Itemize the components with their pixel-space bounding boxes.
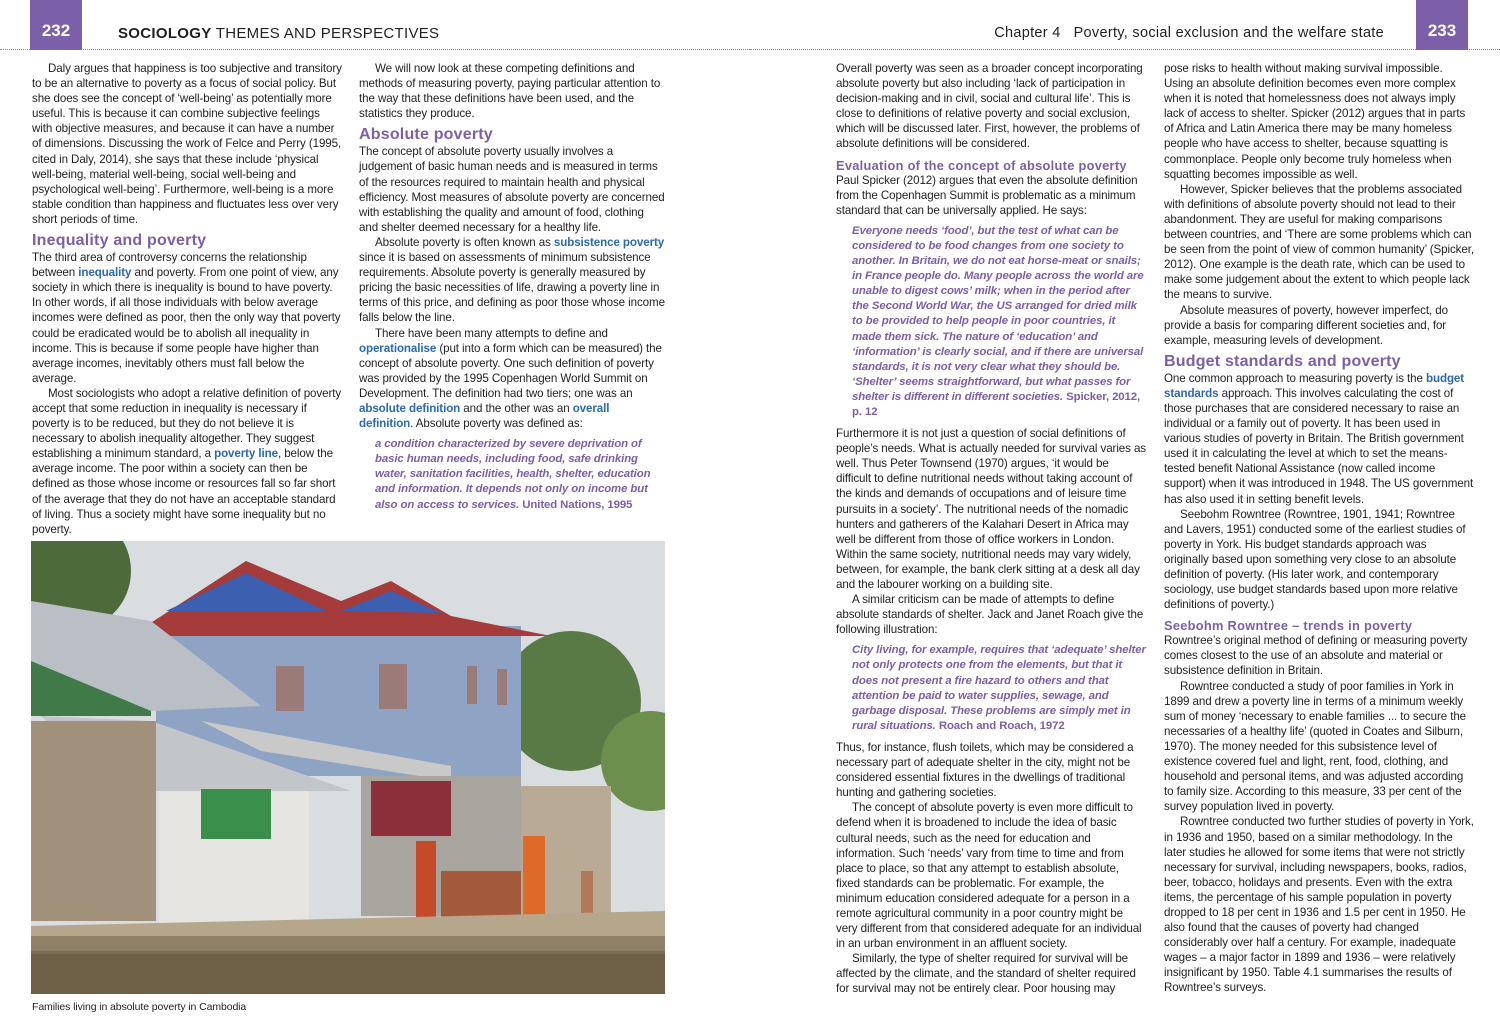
paragraph <box>359 326 666 432</box>
block-quote <box>852 224 1146 420</box>
red-curtain <box>371 781 451 836</box>
key-term[interactable]: overall definition <box>359 401 610 431</box>
right-page-header <box>750 0 1500 50</box>
photo-cambodia-houses <box>31 541 665 994</box>
quote-citation: United Nations, 1995 <box>519 498 633 511</box>
text: (put into a form which can be measured) the concept of absolute poverty. One such definition of poverty was provided by the 1995 Copenhagen World Summit on Development. The definition had two tiers; one was an <box>359 341 662 400</box>
paragraph: Rowntree conducted two further studies of poverty in York, in 1936 and 1950, based on a similar methodology. In the later studies he allowed for some items that were not strictly necessary for survival, including newspapers, books, radios, beer, tobacco, holidays and presents. Even with the extra items, the percentage of his sample population in poverty dropped to 18 per cent in 1936 and 1.5 per cent in 1950. He also found that the causes of poverty had changed considerably over half a century. For example, inadequate wages – a major factor in 1899 and 1936 – were relatively insignificant by 1950. Table 4.1 summarises the results of Rowntree’s surveys. <box>1164 815 1474 995</box>
text: approach. This involves calculating the cost of those purchases that are considered necessary to raise an individual or a family out of poverty. It has been used in various studies of poverty in Britain. The British government used it in calculating the level at which to set the means-tested benefit National Assistance (now called income support) when it was introduced in 1948. The US government has also used it in setting benefit levels. <box>1164 386 1474 506</box>
text: since it is based on assessments of minimum subsistence requirements. Absolute poverty is generally measured by pricing the basic necessities of life, drawing a poverty line in terms of this price, and defining as poor those whose income falls below the line. <box>359 251 665 325</box>
paragraph: The concept of absolute poverty usually involves a judgement of basic human needs and is measured in terms of the resources required to maintain health and physical efficiency. Most measures of absolute poverty are concerned with establishing the quality and amount of food, clothing and shelter deemed necessary for a healthy life. <box>359 145 665 234</box>
block-quote <box>375 437 666 512</box>
paragraph: Daly argues that happiness is too subjective and transitory to be an alternative to poverty as a focus of social policy. But she does see the concept of ‘well-being’ as potentially more useful. This is because it can combine subjective feelings with objective measures, and because it can have a number of dimensions. Discussing the work of Felce and Perry (1995, cited in Daly, 2014), she says that these include ‘physical well-being, material well-being, social well-being and psychological well-being’. Furthermore, well-being is a more stable condition than happiness and fluctuates less over very short periods of time. <box>32 62 342 226</box>
paragraph: Absolute measures of poverty, however imperfect, do provide a basis for comparing different societies and, for example, measuring levels of development. <box>1164 303 1448 347</box>
photo-caption: Families living in absolute poverty in Cambodia <box>32 1001 247 1013</box>
paragraph <box>1164 371 1474 507</box>
text: There have been many attempts to define and <box>375 326 608 340</box>
column-4 <box>1164 61 1474 996</box>
window-shutter <box>379 664 407 709</box>
key-term[interactable]: absolute definition <box>359 401 461 415</box>
paragraph: Similarly, the type of shelter required for survival will be affected by the climate, and the standard of shelter required for survival may not be entirely clear. Poor housing may <box>836 952 1136 996</box>
key-term[interactable]: operationalise <box>359 341 437 355</box>
page-number-badge: 232 <box>30 0 82 50</box>
photo-illustration <box>31 541 665 994</box>
window-shutter <box>276 666 304 711</box>
block-quote <box>852 643 1146 734</box>
text: and the other was an <box>460 401 573 415</box>
paragraph: pose risks to health without making survival impossible. Using an absolute definition becomes even more complex when it is noted that homelessness does not always imply lack of access to shelter. Spicker (2012) argues that in parts of Africa and Latin America there may be many homeless people who have access to shelter, because squatting is commonplace. People only become truly homeless when squatting becomes impossible as well. <box>1164 62 1466 181</box>
water-reflection <box>31 936 665 954</box>
paragraph: The concept of absolute poverty is even more difficult to defend when it is broadened to include the idea of basic cultural needs, such as the need for education and information. Such ‘needs’ vary from time to time and from place to place, so that any attempt to establish absolute, fixed standards can be problematic. For example, the minimum education considered adequate for a person in a remote agricultural community in a poor country might be very different from that considered adequate for an individual in an urban environment in an affluent society. <box>836 801 1142 951</box>
text: The third area of controversy concerns the relationship between <box>32 251 307 280</box>
river-water <box>31 951 665 994</box>
text: One common approach to measuring poverty is the <box>1164 371 1426 385</box>
paragraph <box>32 250 342 386</box>
paragraph: Seebohm Rowntree (Rowntree, 1901, 1941; Rowntree and Lavers, 1951) conducted some of the earliest studies of poverty in York. His budget standards approach was originally based upon something very close to an absolute definition of poverty. (His later work, and contemporary sociology, use budget standards based upon more relative definitions of poverty.) <box>1164 507 1466 612</box>
brick-wall <box>441 871 521 921</box>
green-cloth <box>201 789 271 839</box>
paragraph <box>32 386 342 537</box>
person <box>581 871 593 916</box>
quote-text: a condition characterized by severe deprivation of basic human needs, including food, safe drinking water, sanitation facilities, health, shelter, education and information. It depends not only on income but also on access to services. <box>375 438 651 511</box>
header-rule <box>0 49 750 50</box>
person <box>523 836 545 921</box>
header-rule <box>750 49 1500 50</box>
quote-text: City living, for example, requires that ‘adequate’ shelter not only protects one from the elements, but that it does not present a fire hazard to others and that attention be paid to water supplies, sewage, and garbage disposal. These problems are simply met in rural situations. <box>852 644 1146 732</box>
paragraph: Rowntree conducted a study of poor families in York in 1899 and drew a poverty line in terms of a minimum weekly sum of money ‘necessary to enable families ... to secure the necessaries of a healthy life’ (quoted in Coates and Silburn, 1970). The money needed for this subsistence level of existence covered fuel and light, rent, food, clothing, and household and personal items, and was adjusted according to family size. According to this measure, 33 per cent of the survey population lived in poverty. <box>1164 679 1467 814</box>
section-heading: Budget standards and poverty <box>1164 352 1401 370</box>
text: , below the average income. The poor within a society can then be defined as those whose income or resources fall so far short of the average that they do not have an acceptable standard of living. Thus a society might have some inequality but no poverty. <box>32 447 336 536</box>
window-shutter <box>467 666 477 704</box>
column-2 <box>359 61 666 519</box>
paragraph: Paul Spicker (2012) argues that even the absolute definition from the Copenhagen Summit is problematic as a minimum standard that can be universally applied. He says: <box>836 173 1138 217</box>
paragraph: Rowntree’s original method of defining or measuring poverty comes closest to the use of an absolute and material or subsistence definition in Britain. <box>1164 634 1468 678</box>
thatched-wall <box>31 721 156 921</box>
paragraph <box>359 235 666 326</box>
paragraph: A similar criticism can be made of attempts to define absolute standards of shelter. Jack and Janet Roach give the following illustration: <box>836 593 1144 637</box>
section-heading: Absolute poverty <box>359 126 493 144</box>
paragraph: We will now look at these competing definitions and methods of measuring poverty, paying particular attention to the way that these definitions have been used, and the statistics they produce. <box>359 62 661 121</box>
page-number-badge: 233 <box>1416 0 1468 50</box>
key-term[interactable]: inequality <box>78 266 132 280</box>
window-shutter <box>497 669 507 705</box>
text: . Absolute poverty was defined as: <box>410 417 583 431</box>
text: Most sociologists who adopt a relative definition of poverty accept that some reduction in inequality is necessary if poverty is to be reduced, but they do not believe it is necessary to abolish inequality altogether. They suggest establishing a minimum standard, a <box>32 386 342 461</box>
running-title-bold: SOCIOLOGY <box>118 25 212 42</box>
text: Absolute poverty is often known as <box>375 235 554 249</box>
running-title-rest: THEMES AND PERSPECTIVES <box>211 25 440 42</box>
chapter-title: Chapter 4 Poverty, social exclusion and the welfare state <box>994 25 1384 41</box>
running-title <box>118 25 439 42</box>
column-3 <box>836 61 1146 997</box>
quote-citation: Roach and Roach, 1972 <box>935 719 1065 732</box>
quote-citation: Spicker, 2012, p. 12 <box>852 390 1141 418</box>
key-term[interactable]: poverty line <box>214 447 278 461</box>
key-term[interactable]: budget standards <box>1164 371 1465 400</box>
paragraph: However, Spicker believes that the problems associated with definitions of absolute poverty should not lead to their abandonment. They are useful for making comparisons between countries, and ‘There are some problems which can be seen from the point of view of common humanity’ (Spicker, 2012). One example is the death rate, which can be used to make some judgement about the extent to which people lack the means to survive. <box>1164 182 1474 302</box>
left-page-header <box>0 0 750 50</box>
section-heading: Inequality and poverty <box>32 232 207 250</box>
text: and poverty. From one point of view, any society in which there is inequality is bound to have poverty. In other words, if all those individuals with below average incomes were defined as poor, then the only way that poverty could be eradicated would be to abolish all inequality in income. This is because if some people have higher than average incomes, inevitably others must fall below the average. <box>32 266 341 385</box>
paragraph: Overall poverty was seen as a broader concept incorporating absolute poverty but also including ‘lack of participation in decision-making and in civil, social and cultural life’. This is close to definitions of relative poverty and social exclusion, which will be discussed later. First, however, the problems of absolute definitions will be considered. <box>836 62 1143 151</box>
quote-text: Everyone needs ‘food’, but the test of what can be considered to be food changes from one society to another. In Britain, we do not eat horse-meat or snails; in France people do. Many people across the world are unable to digest cows’ milk; when in the period after the Second World War, the US arranged for dried milk to be provided to help people in poor countries, it made them sick. The nature of ‘education’ and ‘information’ is clearly social, and if there are universal standards, it is not very clear what they should be. ‘Shelter’ seems straightforward, but what passes for shelter is different in different societies. <box>852 224 1144 403</box>
subsection-heading: Evaluation of the concept of absolute poverty <box>836 157 1127 173</box>
key-term[interactable]: subsistence poverty <box>553 235 665 249</box>
subsection-heading: Seebohm Rowntree – trends in poverty <box>1164 618 1413 634</box>
paragraph: Thus, for instance, flush toilets, which may be considered a necessary part of adequate shelter in the city, might not be considered essential fixtures in the dwellings of traditional hunting and gathering societies. <box>836 740 1134 800</box>
column-1 <box>32 61 342 537</box>
paragraph: Furthermore it is not just a question of social definitions of people’s needs. What is actually needed for survival varies as well. Thus Peter Townsend (1970) argues, ‘it would be difficult to define nutritional needs without taking account of the kinds and demands of occupations and of leisure time pursuits in a society’. The nutritional needs of the nomadic hunters and gatherers of the Kalahari Desert in Africa may well be different from those of office workers in London. Within the same society, nutritional needs may vary widely, between, for example, the bank clerk sitting at a desk all day and the labourer working on a building site. <box>836 427 1147 591</box>
